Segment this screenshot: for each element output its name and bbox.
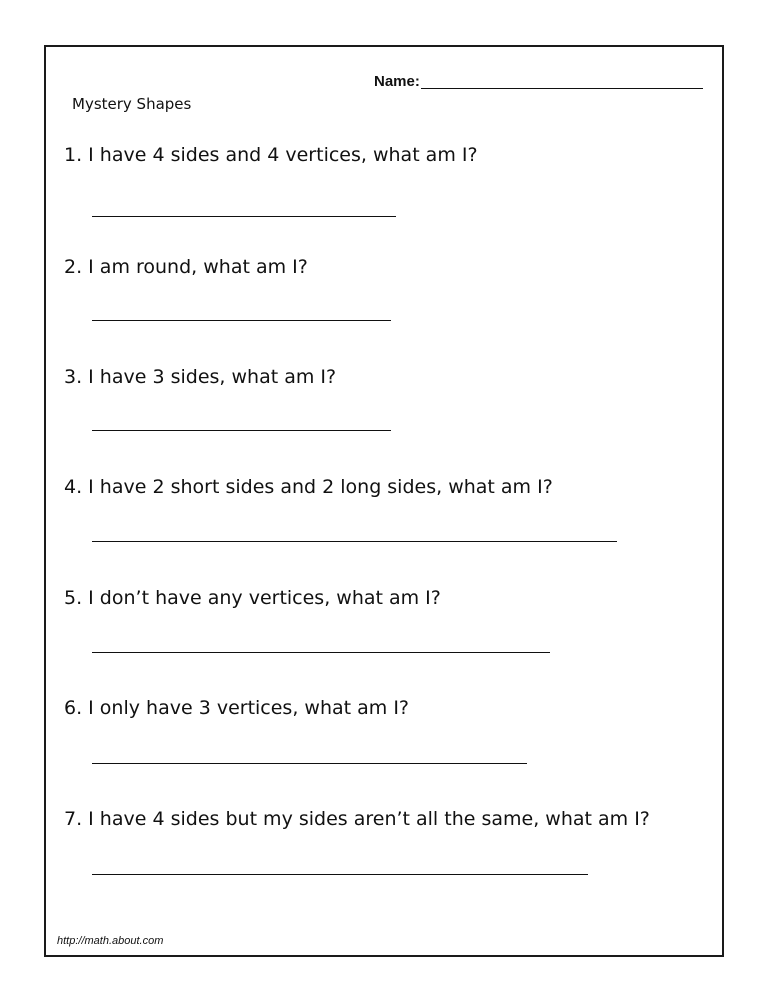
question-4: 4. I have 2 short sides and 2 long sides, what am I? (64, 476, 553, 498)
source-url: http://math.about.com (57, 935, 164, 947)
question-3: 3. I have 3 sides, what am I? (64, 366, 337, 388)
name-write-line[interactable] (421, 88, 703, 89)
question-2: 2. I am round, what am I? (64, 256, 308, 278)
question-1: 1. I have 4 sides and 4 vertices, what am I? (64, 144, 478, 166)
answer-line-7[interactable] (92, 874, 588, 875)
answer-line-3[interactable] (92, 430, 391, 431)
name-label: Name: (374, 73, 420, 90)
answer-line-6[interactable] (92, 763, 527, 764)
answer-line-4[interactable] (92, 541, 617, 542)
name-field (374, 73, 703, 91)
answer-line-5[interactable] (92, 652, 550, 653)
question-5: 5. I don’t have any vertices, what am I? (64, 587, 441, 609)
worksheet-title: Mystery Shapes (72, 95, 192, 113)
answer-line-1[interactable] (92, 216, 396, 217)
question-6: 6. I only have 3 vertices, what am I? (64, 697, 410, 719)
answer-line-2[interactable] (92, 320, 391, 321)
question-7: 7. I have 4 sides but my sides aren’t all the same, what am I? (64, 808, 650, 830)
